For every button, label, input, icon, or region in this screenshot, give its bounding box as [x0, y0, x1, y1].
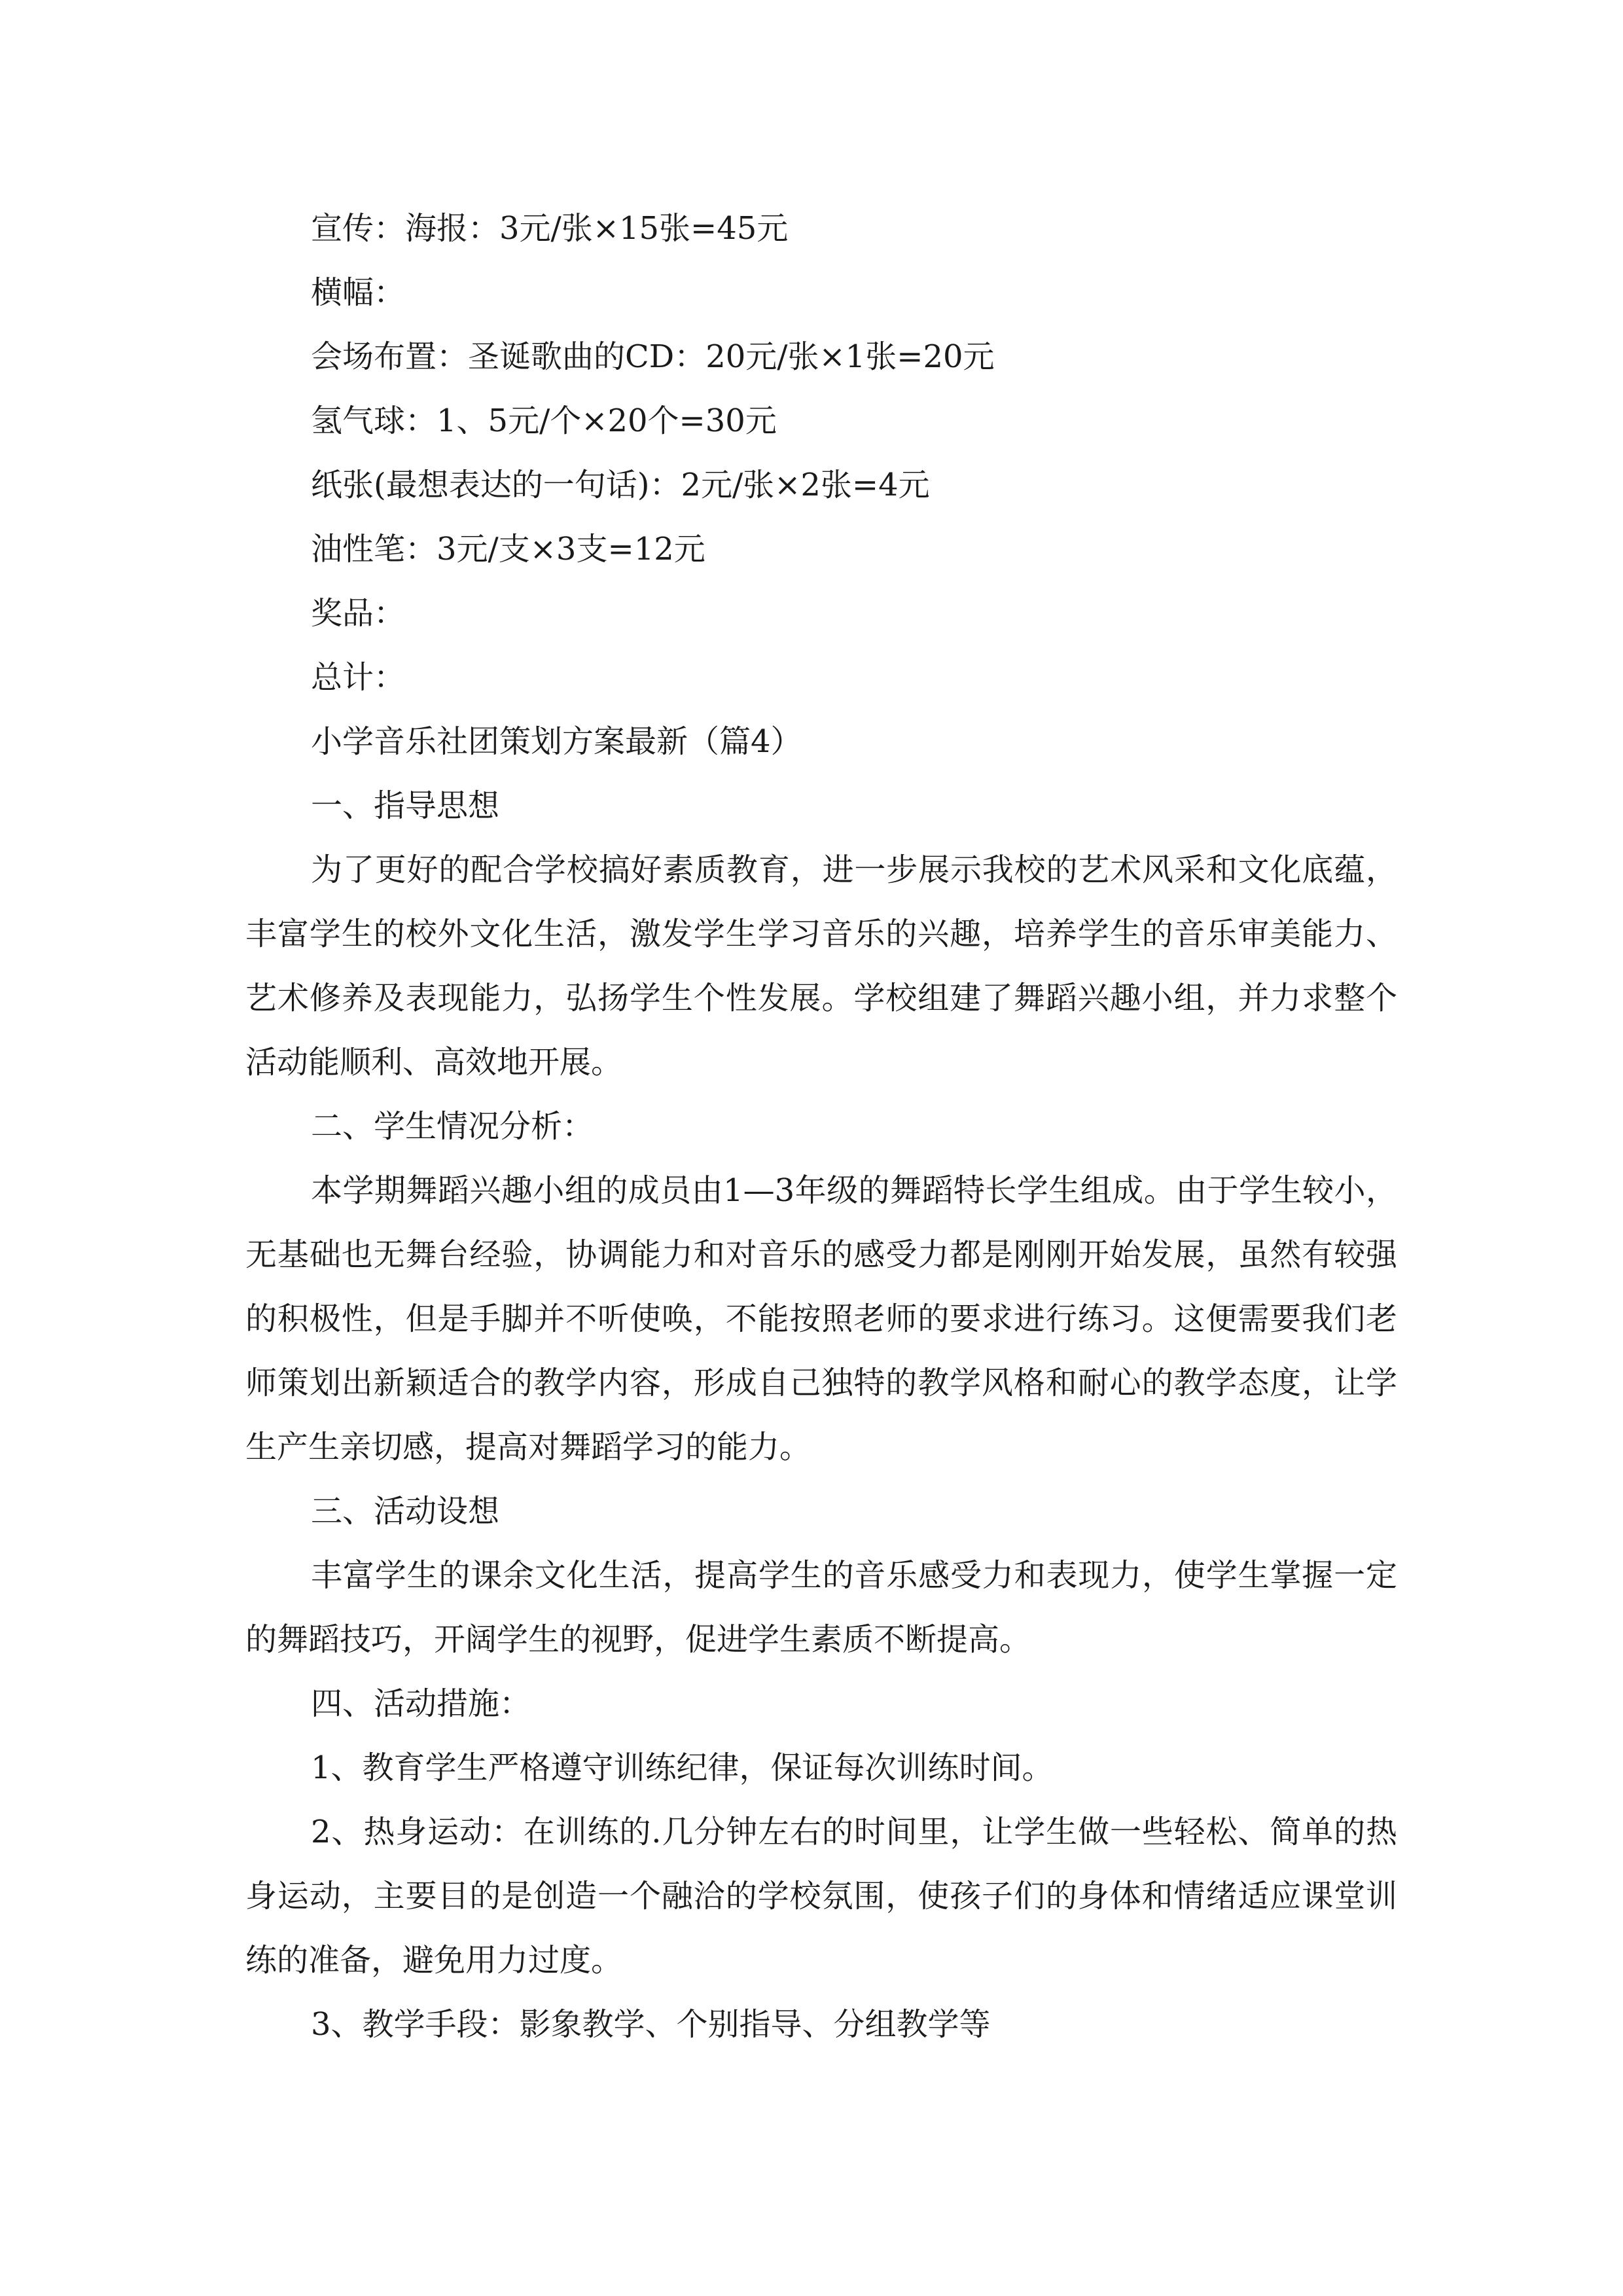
measures-heading: 四、活动措施：	[311, 1685, 531, 1722]
analysis-heading: 二、学生情况分析：	[311, 1108, 594, 1145]
budget-paper: 纸张(最想表达的一句话)：2元/张×2张=4元	[311, 467, 930, 503]
budget-total: 总计：	[311, 659, 406, 696]
idea-paragraph: 丰富学生的课余文化生活，提高学生的音乐感受力和表现力，使学生掌握一定的舞蹈技巧，开阔学生的视野，促进学生素质不断提高。	[245, 1557, 1397, 1658]
budget-venue-cd: 会场布置：圣诞歌曲的CD：20元/张×1张=20元	[311, 338, 995, 375]
budget-prizes: 奖品：	[311, 595, 406, 632]
idea-heading: 三、活动设想	[311, 1493, 500, 1530]
measure-1: 1、教育学生严格遵守训练纪律，保证每次训练时间。	[311, 1749, 1054, 1786]
budget-banner: 横幅：	[311, 274, 406, 311]
guiding-paragraph: 为了更好的配合学校搞好素质教育，进一步展示我校的艺术风采和文化底蕴，丰富学生的校外文化生活，激发学生学习音乐的兴趣，培养学生的音乐审美能力、艺术修养及表现能力，弘扬学生个性发展。学校组建了舞蹈兴趣小组，并力求整个活动能顺利、高效地开展。	[245, 852, 1397, 1081]
section-title: 小学音乐社团策划方案最新（篇4）	[311, 723, 802, 760]
measure-3: 3、教学手段：影象教学、个别指导、分组教学等	[311, 2006, 991, 2043]
budget-markers: 油性笔：3元/支×3支=12元	[311, 531, 705, 567]
budget-publicity: 宣传：海报：3元/张×15张=45元	[311, 210, 789, 247]
guiding-heading: 一、指导思想	[311, 787, 500, 824]
measure-2: 2、热身运动：在训练的.几分钟左右的时间里，让学生做一些轻松、简单的热身运动，主要目的是创造一个融洽的学校氛围，使孩子们的身体和情绪适应课堂训练的准备，避免用力过度。	[245, 1814, 1397, 1979]
analysis-paragraph: 本学期舞蹈兴趣小组的成员由1—3年级的舞蹈特长学生组成。由于学生较小，无基础也无舞台经验，协调能力和对音乐的感受力都是刚刚开始发展，虽然有较强的积极性，但是手脚并不听使唤，不能按照老师的要求进行练习。这便需要我们老师策划出新颖适合的教学内容，形成自己独特的教学风格和耐心的教学态度，让学生产生亲切感，提高对舞蹈学习的能力。	[245, 1172, 1397, 1465]
document-body	[245, 196, 1397, 2056]
budget-balloons: 氢气球：1、5元/个×20个=30元	[311, 403, 777, 439]
